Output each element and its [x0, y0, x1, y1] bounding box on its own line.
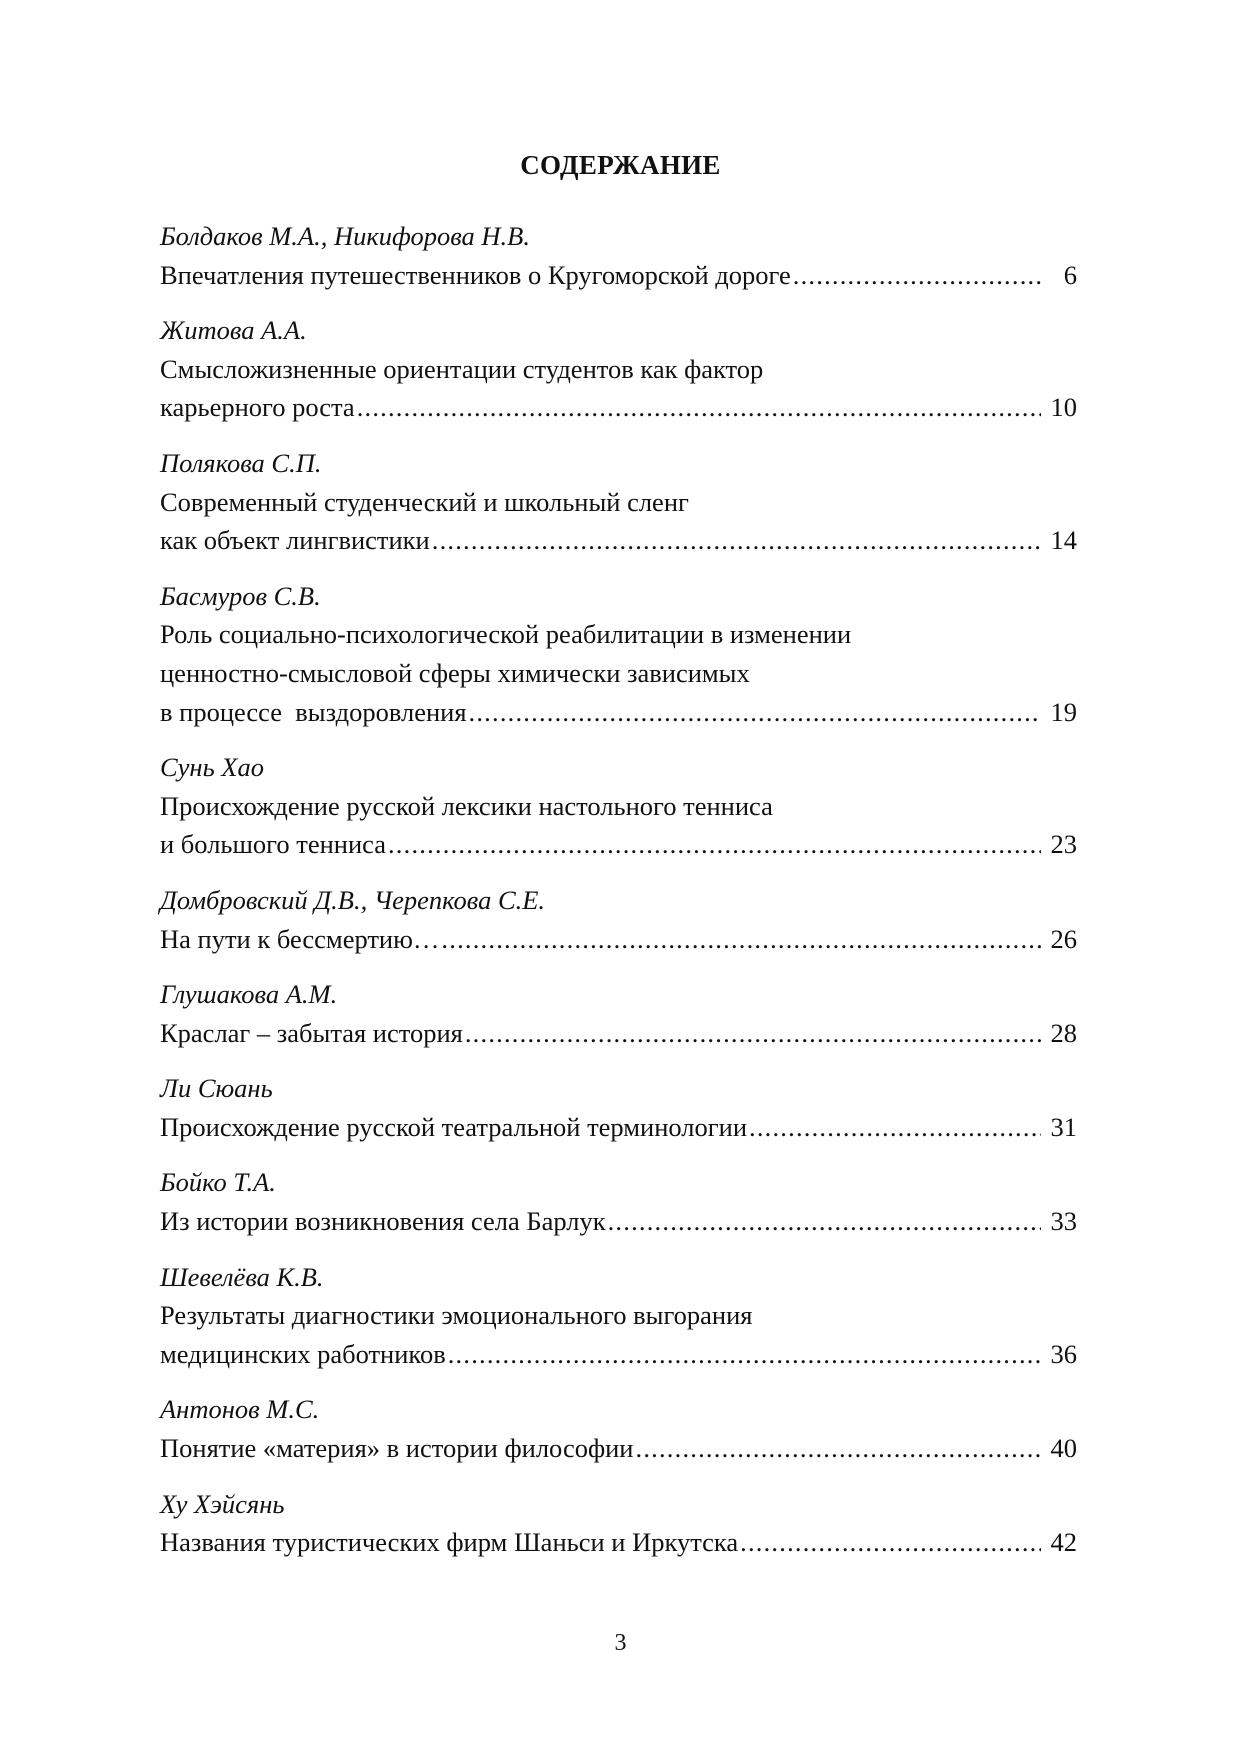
entry-title-text: Происхождение русской театральной терминологии [160, 1111, 747, 1142]
entry-author: Полякова С.П. [160, 447, 322, 478]
entry-title-text: На пути к бессмертию… [160, 923, 440, 954]
entry-title-line [160, 350, 1077, 389]
entry-author: Басмуров С.В. [160, 580, 321, 611]
entry-title-text: Из истории возникновения села Барлук [160, 1206, 606, 1237]
dot-leader [608, 1202, 1041, 1241]
entry-title-text: ценностно-смысловой сферы химически зависимых [160, 657, 750, 688]
entry-author: Болдаков М.А., Никифорова Н.В. [160, 221, 530, 251]
entry-author: Сунь Хао [160, 752, 264, 783]
toc-entry [160, 748, 1077, 864]
entry-page-number: 6 [1063, 259, 1077, 290]
toc-entry [160, 1485, 1077, 1562]
entry-author: Глушакова А.М. [160, 979, 338, 1010]
entry-title-line [160, 1202, 1077, 1241]
entry-title-line [160, 825, 1077, 864]
entry-page-number: 19 [1050, 696, 1077, 727]
entry-page-number: 31 [1050, 1111, 1077, 1142]
dot-leader [749, 1108, 1041, 1147]
entry-title-line [160, 388, 1077, 427]
toc-entry [160, 1163, 1077, 1240]
entry-title-line [160, 1108, 1077, 1147]
entry-title-text: медицинских работников [160, 1338, 446, 1369]
entry-page-number: 28 [1050, 1017, 1077, 1048]
entry-title-line [160, 1335, 1077, 1374]
toc-entry [160, 577, 1077, 731]
entry-title-line [160, 483, 1077, 522]
entry-author: Шевелёва К.В. [160, 1261, 324, 1292]
entry-title-text: Краслаг – забытая история [160, 1017, 463, 1048]
page-number: 3 [614, 1630, 627, 1656]
entry-title-text: карьерного роста [160, 392, 355, 423]
toc-entry [160, 217, 1077, 294]
entry-title-line [160, 654, 1077, 693]
entry-title-text: и большого тенниса [160, 829, 386, 860]
entry-title-text: Названия туристических фирм Шаньси и Иркутска [160, 1527, 739, 1558]
entry-title-line [160, 787, 1077, 826]
entry-author: Ху Хэйсянь [160, 1488, 285, 1519]
entry-author: Житова А.А. [160, 315, 307, 346]
entry-author: Бойко Т.А. [160, 1167, 276, 1198]
dot-leader [469, 693, 1041, 732]
entry-author: Домбровский Д.В., Черепкова С.Е. [160, 884, 546, 915]
entry-page-number: 10 [1050, 392, 1077, 423]
entry-title-text: Результаты диагностики эмоционального выгорания [160, 1300, 753, 1331]
toc-entry [160, 881, 1077, 958]
entry-title-text: Роль социально-психологической реабилитации в изменении [160, 619, 852, 650]
entry-title-line [160, 1429, 1077, 1468]
toc-heading: СОДЕРЖАНИЕ [520, 150, 721, 180]
toc-entry [160, 1069, 1077, 1146]
entry-page-number: 33 [1050, 1206, 1077, 1237]
entry-title-text: Понятие «материя» в истории философии [160, 1433, 634, 1464]
table-of-contents [160, 217, 1077, 1579]
toc-entry [160, 311, 1077, 427]
entry-author: Ли Сюань [160, 1073, 273, 1104]
entry-title-line [160, 615, 1077, 654]
entry-title-text: Современный студенческий и школьный сленг [160, 486, 689, 517]
dot-leader [448, 1335, 1041, 1374]
dot-leader [441, 920, 1041, 959]
toc-entry [160, 1390, 1077, 1467]
entry-title-text: Происхождение русской лексики настольного тенниса [160, 790, 773, 821]
entry-title-line [160, 256, 1077, 295]
entry-title-line [160, 1296, 1077, 1335]
toc-entry [160, 444, 1077, 560]
entry-title-line [160, 693, 1077, 732]
dot-leader [357, 388, 1041, 427]
dot-leader [793, 256, 1041, 295]
entry-title-text: Впечатления путешественников о Кругоморской дороге [160, 259, 791, 290]
entry-page-number: 14 [1050, 525, 1077, 556]
entry-page-number: 26 [1050, 923, 1077, 954]
entry-title-line [160, 1523, 1077, 1562]
entry-page-number: 36 [1050, 1338, 1077, 1369]
entry-page-number: 42 [1050, 1527, 1077, 1558]
dot-leader [465, 1014, 1041, 1053]
toc-entry [160, 1258, 1077, 1374]
entry-title-text: в процессе выздоровления [160, 696, 467, 727]
entry-title-text: Смысложизненные ориентации студентов как фактор [160, 353, 764, 384]
entry-title-line [160, 920, 1077, 959]
entry-page-number: 40 [1050, 1433, 1077, 1464]
dot-leader [432, 521, 1041, 560]
entry-author: Антонов М.С. [160, 1394, 320, 1425]
dot-leader [740, 1523, 1041, 1562]
entry-page-number: 23 [1050, 829, 1077, 860]
entry-title-line [160, 521, 1077, 560]
toc-entry [160, 975, 1077, 1052]
dot-leader [636, 1429, 1042, 1468]
entry-title-text: как объект лингвистики [160, 525, 430, 556]
dot-leader [388, 825, 1041, 864]
entry-title-line [160, 1014, 1077, 1053]
